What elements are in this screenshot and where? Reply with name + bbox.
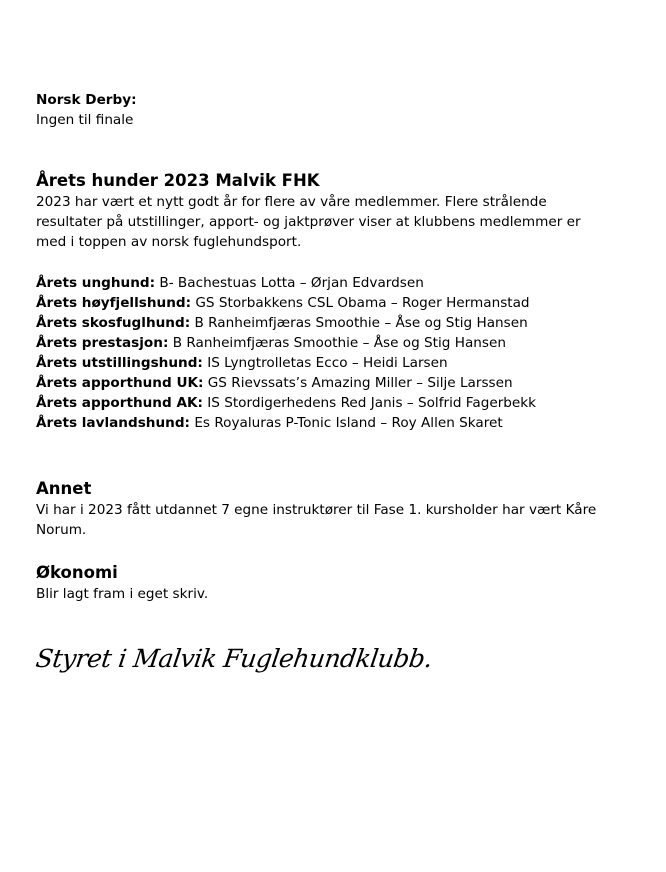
arets-hunder-intro <box>36 192 626 252</box>
okonomi-text: Blir lagt fram i eget skriv. <box>36 586 209 602</box>
signature: Styret i Malvik Fuglehundklubb. <box>34 644 435 673</box>
award-label: Årets unghund: <box>36 275 156 291</box>
award-value: GS Storbakkens CSL Obama – Roger Hermanstad <box>191 295 530 311</box>
award-row-apporthund-uk <box>36 373 536 393</box>
award-label: Årets apporthund UK: <box>36 375 204 391</box>
award-value: IS Lyngtrolletas Ecco – Heidi Larsen <box>202 355 448 371</box>
award-label: Årets skosfuglhund: <box>36 315 191 331</box>
award-label: Årets utstillingshund: <box>36 355 203 371</box>
award-value: GS Rievssats’s Amazing Miller – Silje Larssen <box>203 375 513 391</box>
award-value: Es Royaluras P-Tonic Island – Roy Allen Skaret <box>190 415 503 431</box>
award-row-hoyfjellshund <box>36 293 536 313</box>
award-value: B- Bachestuas Lotta – Ørjan Edvardsen <box>155 275 424 291</box>
award-label: Årets høyfjellshund: <box>36 295 192 311</box>
derby-heading: Norsk Derby: <box>36 92 137 108</box>
award-row-prestasjon <box>36 333 536 353</box>
award-row-apporthund-ak <box>36 393 536 413</box>
intro-line: 2023 har vært et nytt godt år for flere av våre medlemmer. Flere strålende <box>36 194 547 210</box>
arets-hunder-heading: Årets hunder 2023 Malvik FHK <box>36 171 320 190</box>
annet-line: Vi har i 2023 fått utdannet 7 egne instruktører til Fase 1. kursholder har vært Kåre <box>36 502 597 518</box>
awards-list <box>36 273 536 433</box>
award-value: IS Stordigerhedens Red Janis – Solfrid Fagerbekk <box>202 395 537 411</box>
intro-line: med i toppen av norsk fuglehundsport. <box>36 234 302 250</box>
intro-line: resultater på utstillinger, apport- og jaktprøver viser at klubbens medlemmer er <box>36 214 581 230</box>
annet-text <box>36 500 626 540</box>
award-row-utstillingshund <box>36 353 536 373</box>
award-label: Årets apporthund AK: <box>36 395 203 411</box>
award-value: B Ranheimfjæras Smoothie – Åse og Stig Hansen <box>190 315 528 331</box>
award-value: B Ranheimfjæras Smoothie – Åse og Stig Hansen <box>168 335 506 351</box>
award-row-skosfuglhund <box>36 313 536 333</box>
okonomi-heading: Økonomi <box>36 563 118 582</box>
award-row-unghund <box>36 273 536 293</box>
award-label: Årets prestasjon: <box>36 335 169 351</box>
derby-text: Ingen til finale <box>36 112 134 128</box>
annet-line: Norum. <box>36 522 87 538</box>
award-label: Årets lavlandshund: <box>36 415 190 431</box>
annet-heading: Annet <box>36 479 92 498</box>
award-row-lavlandshund <box>36 413 536 433</box>
